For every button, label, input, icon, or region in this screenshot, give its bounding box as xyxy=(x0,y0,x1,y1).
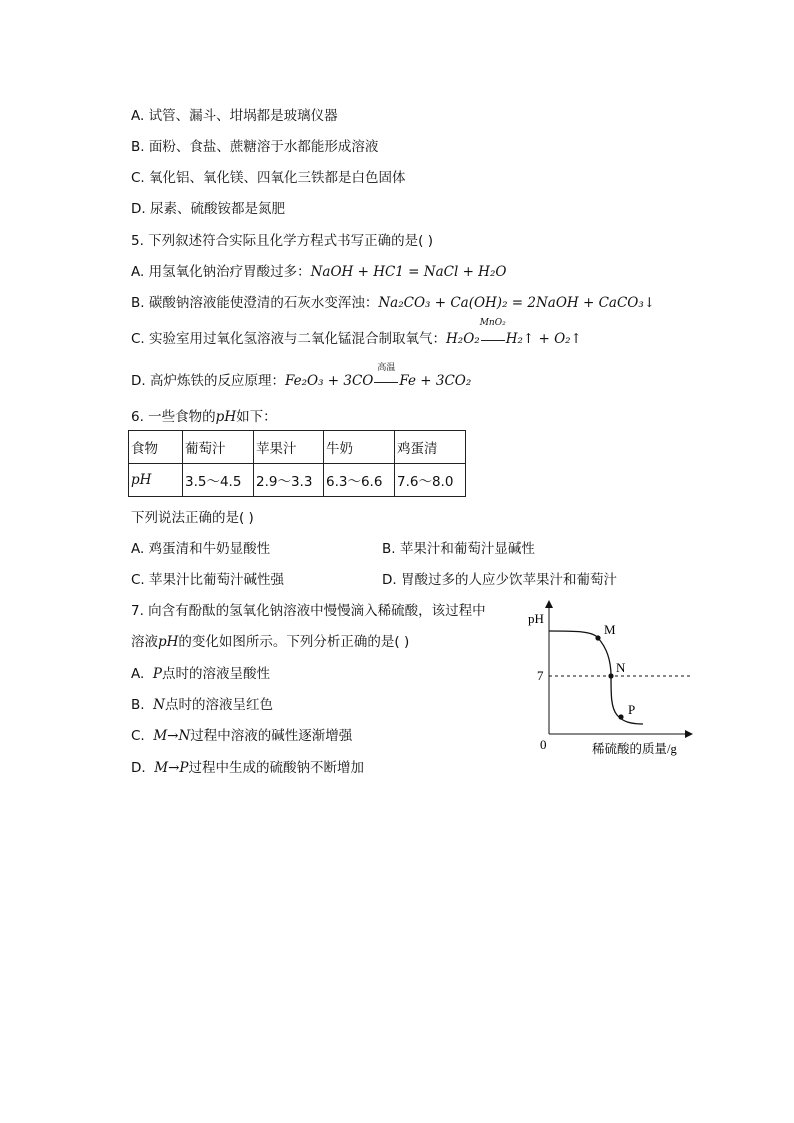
q4-option-c: C. 氧化铝、氧化镁、四氧化三铁都是白色固体 xyxy=(131,170,406,186)
q5-option-c xyxy=(131,318,582,347)
point-p xyxy=(618,714,623,719)
table-cell: 3.5～4.5 xyxy=(183,464,254,497)
q6-stem-ph: pH xyxy=(215,409,237,425)
q4-option-b: B. 面粉、食盐、蔗糖溶于水都能形成溶液 xyxy=(131,139,379,155)
q7-stem-line2-a: 溶液 xyxy=(131,634,158,650)
q7-option-c-label: C. xyxy=(131,728,145,744)
q6-option-a: A. 鸡蛋清和牛奶显酸性 xyxy=(131,541,271,557)
point-n xyxy=(608,673,613,678)
q7-option-a-var: P xyxy=(152,666,162,682)
q5-option-a-equation: NaOH + HC1 = NaCl + H₂O xyxy=(310,264,507,280)
q5-option-b-text: B. 碳酸钠溶液能使澄清的石灰水变浑浊： xyxy=(131,295,379,311)
q6-option-d: D. 胃酸过多的人应少饮苹果汁和葡萄汁 xyxy=(382,572,617,588)
q7-option-b-label: B. xyxy=(131,697,145,713)
q7-option-b-rest: 点时的溶液呈红色 xyxy=(164,697,273,713)
q7-option-d xyxy=(131,756,364,776)
table-header-cell: 鸡蛋清 xyxy=(395,431,466,464)
q7-option-c-var: M→N xyxy=(153,728,191,744)
table-header-cell: 牛奶 xyxy=(324,431,395,464)
q5-option-c-text: C. 实验室用过氧化氢溶液与二氧化锰混合制取氧气： xyxy=(131,331,447,347)
q4-option-a: A. 试管、漏斗、坩埚都是玻璃仪器 xyxy=(131,108,338,124)
q5-option-c-arrow xyxy=(479,318,506,347)
q5-option-d xyxy=(131,363,472,389)
table-row xyxy=(129,464,466,497)
table-header-cell: 食物 xyxy=(129,431,183,464)
q5-option-c-equation-left: H₂O₂ xyxy=(446,331,480,347)
q5-option-c-equation-right: H₂↑ + O₂↑ xyxy=(505,331,582,347)
q5-option-d-equation-right: Fe + 3CO₂ xyxy=(399,373,472,389)
q5-option-d-text: D. 高炉炼铁的反应原理： xyxy=(131,373,285,389)
point-m-label: M xyxy=(604,622,616,637)
q7-option-c-rest: 过程中溶液的碱性逐渐增强 xyxy=(190,728,353,744)
q7-stem-line2-b: 的变化如图所示。下列分析正确的是( ) xyxy=(178,634,410,650)
q5-option-a xyxy=(131,260,506,280)
q5-option-d-equation-left: Fe₂O₃ + 3CO xyxy=(284,373,374,389)
table-row-label: pH xyxy=(129,464,183,497)
point-n-label: N xyxy=(616,660,626,675)
q7-option-b xyxy=(131,693,273,713)
q5-option-b-equation: Na₂CO₃ + Ca(OH)₂ = 2NaOH + CaCO₃↓ xyxy=(378,295,656,311)
table-header-row xyxy=(129,431,466,464)
table-cell: 6.3～6.6 xyxy=(324,464,395,497)
x-axis-label: 稀硫酸的质量/g xyxy=(592,742,677,756)
q6-stem xyxy=(131,405,277,425)
q5-option-a-text: A. 用氢氧化钠治疗胃酸过多： xyxy=(131,264,311,280)
q7-option-d-label: D. xyxy=(131,760,146,776)
q5-stem: 5. 下列叙述符合实际且化学方程式书写正确的是( ) xyxy=(131,233,433,249)
q7-option-a-rest: 点时的溶液呈酸性 xyxy=(161,666,270,682)
q7-stem-line1: 7. 向含有酚酞的氢氧化钠溶液中慢慢滴入稀硫酸，该过程中 xyxy=(131,603,486,619)
q7-stem-line2-ph: pH xyxy=(158,634,179,650)
origin-label: 0 xyxy=(540,737,547,752)
q6-option-c: C. 苹果汁比葡萄汁碱性强 xyxy=(131,572,285,588)
q5-option-d-arrow xyxy=(373,363,399,389)
q6-stem-prefix: 6. 一些食物的 xyxy=(131,409,216,425)
ph-table xyxy=(128,430,466,497)
q7-option-d-rest: 过程中生成的硫酸钠不断增加 xyxy=(188,760,364,776)
table-cell: 7.6～8.0 xyxy=(395,464,466,497)
point-m xyxy=(595,635,600,640)
q4-option-d: D. 尿素、硫酸铵都是氮肥 xyxy=(131,201,285,217)
q7-option-a xyxy=(131,662,270,682)
q7-option-d-var: M→P xyxy=(154,760,189,776)
ph-graph xyxy=(525,600,700,760)
point-p-label: P xyxy=(628,702,636,717)
table-header-cell: 葡萄汁 xyxy=(183,431,254,464)
q6-question: 下列说法正确的是( ) xyxy=(131,510,254,526)
q7-option-b-var: N xyxy=(153,697,165,713)
table-cell: 2.9～3.3 xyxy=(254,464,324,497)
q7-stem-line2 xyxy=(131,630,409,650)
q7-option-c xyxy=(131,724,352,744)
y-tick-7: 7 xyxy=(537,668,544,683)
q5-option-d-condition: 高温 xyxy=(377,363,396,373)
q6-stem-suffix: 如下： xyxy=(236,409,277,425)
q7-option-a-label: A. xyxy=(131,666,145,682)
table-header-cell: 苹果汁 xyxy=(254,431,324,464)
q5-option-b xyxy=(131,291,655,311)
q5-option-c-condition: MnO₂ xyxy=(479,318,506,328)
y-axis-label: pH xyxy=(528,611,544,626)
q6-option-b: B. 苹果汁和葡萄汁显碱性 xyxy=(382,541,535,557)
